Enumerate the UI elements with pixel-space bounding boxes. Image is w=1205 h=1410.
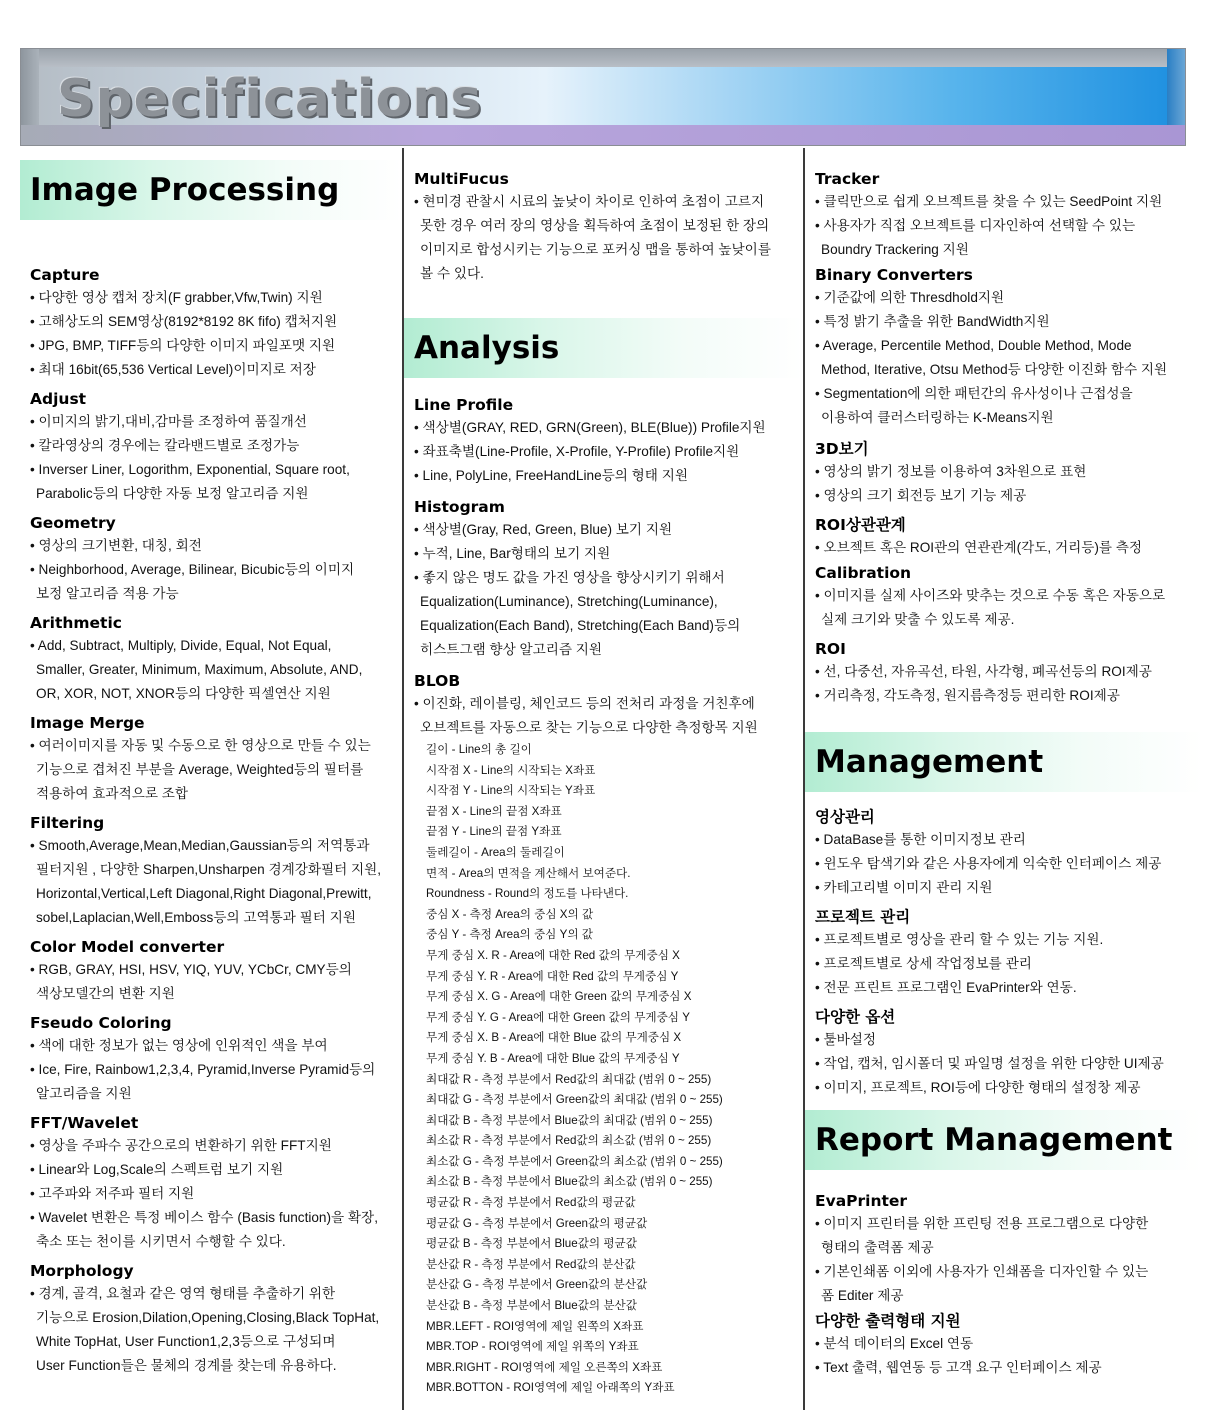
spec-line: • Inverser Liner, Logorithm, Exponential, Square root, bbox=[30, 462, 350, 477]
spec-line: 기능으로 Erosion,Dilation,Opening,Closing,Black TopHat, bbox=[36, 1310, 380, 1325]
section-title: Management bbox=[815, 744, 1044, 780]
section-header-analysis bbox=[404, 318, 803, 378]
spec-line: sobel,Laplacian,Well,Emboss등의 고역통과 필터 지원 bbox=[36, 910, 356, 925]
spec-line: • 이진화, 레이블링, 체인코드 등의 전처리 과정을 거친후에 bbox=[414, 696, 755, 711]
spec-line: • Smooth,Average,Mean,Median,Gaussian등의 저역통과 bbox=[30, 838, 370, 853]
spec-line: • 전문 프린트 프로그램인 EvaPrinter와 연동. bbox=[815, 980, 1077, 995]
spec-heading: Filtering bbox=[30, 814, 105, 832]
spec-heading: 3D보기 bbox=[815, 440, 869, 458]
spec-line: • 현미경 관찰시 시료의 높낮이 차이로 인하여 초점이 고르지 bbox=[414, 194, 765, 209]
spec-heading: Color Model converter bbox=[30, 938, 225, 956]
spec-line: • 카테고리별 이미지 관리 지원 bbox=[815, 880, 993, 895]
spec-heading: Tracker bbox=[815, 170, 880, 188]
blob-measure-item: Roundness - Round의 정도를 나타낸다. bbox=[426, 887, 629, 901]
spec-line: • 이미지, 프로젝트, ROI등에 다양한 형태의 설정창 제공 bbox=[815, 1080, 1141, 1095]
spec-roi bbox=[805, 638, 1203, 708]
spec-line: • 선, 다중선, 자유곡선, 타원, 사각형, 폐곡선등의 ROI제공 bbox=[815, 664, 1152, 679]
spec-filtering bbox=[20, 812, 402, 930]
blob-measure-item: 둘레길이 - Area의 둘레길이 bbox=[426, 845, 565, 859]
spec-line: • 클릭만으로 쉽게 오브젝트를 찾을 수 있는 SeedPoint 지원 bbox=[815, 194, 1163, 209]
spec-line-profile bbox=[404, 394, 803, 488]
spec-line: • Add, Subtract, Multiply, Divide, Equal, Not Equal, bbox=[30, 638, 332, 653]
spec-morphology bbox=[20, 1260, 402, 1378]
blob-measure-item: 중심 Y - 측정 Area의 중심 Y의 값 bbox=[426, 928, 593, 942]
spec-line: White TopHat, User Function1,2,3등으로 구성되며 bbox=[36, 1334, 336, 1349]
spec-line: • 프로젝트별로 상세 작업정보를 관리 bbox=[815, 956, 1032, 971]
spec-line: • 윈도우 탐색기와 같은 사용자에게 익숙한 인터페이스 제공 bbox=[815, 856, 1162, 871]
spec-color-model bbox=[20, 936, 402, 1006]
spec-evaprinter bbox=[805, 1190, 1203, 1308]
spec-line: • JPG, BMP, TIFF등의 다양한 이미지 파일포맷 지원 bbox=[30, 338, 336, 353]
spec-line: OR, XOR, NOT, XNOR등의 다양한 픽셀연산 지원 bbox=[36, 686, 331, 701]
spec-line: • 색에 대한 정보가 없는 영상에 인위적인 색을 부여 bbox=[30, 1038, 328, 1053]
spec-line: Boundry Trackering 지원 bbox=[821, 242, 969, 257]
spec-heading: Calibration bbox=[815, 564, 912, 582]
spec-tracker bbox=[805, 168, 1203, 262]
column-analysis bbox=[404, 160, 803, 1399]
spec-line: 히스트그램 향상 알고리즘 지원 bbox=[420, 642, 603, 657]
spec-3d-view bbox=[805, 438, 1203, 508]
blob-measure-item: 시작점 X - Line의 시작되는 X좌표 bbox=[426, 763, 596, 777]
spec-heading: Capture bbox=[30, 266, 100, 284]
spec-line: Method, Iterative, Otsu Method등 다양한 이진화 함수 지원 bbox=[821, 362, 1168, 377]
spec-line: 폼 Editer 제공 bbox=[821, 1288, 904, 1303]
section-header-report-management bbox=[805, 1110, 1203, 1170]
spec-multifocus bbox=[404, 168, 803, 286]
spec-line: 이용하여 클러스터링하는 K-Means지원 bbox=[821, 410, 1054, 425]
spec-adjust bbox=[20, 388, 402, 506]
spec-line: • Text 출력, 웹연동 등 고객 요구 인터페이스 제공 bbox=[815, 1360, 1102, 1375]
section-header-management bbox=[805, 732, 1203, 792]
blob-measure-item: 무게 중심 X. B - Area에 대한 Blue 값의 무게중심 X bbox=[426, 1031, 682, 1045]
spec-line: 이미지로 합성시키는 기능으로 포커싱 맵을 통하여 높낮이를 bbox=[420, 242, 771, 257]
spec-options bbox=[805, 1006, 1203, 1100]
spec-calibration bbox=[805, 562, 1203, 632]
blob-measure-item: 끝점 Y - Line의 끝점 Y좌표 bbox=[426, 825, 562, 839]
spec-blob bbox=[404, 670, 803, 1399]
spec-line: • 영상을 주파수 공간으로의 변환하기 위한 FFT지원 bbox=[30, 1138, 332, 1153]
spec-line: • RGB, GRAY, HSI, HSV, YIQ, YUV, YCbCr, CMY등의 bbox=[30, 962, 352, 977]
spec-image-management bbox=[805, 806, 1203, 900]
spec-line: • 칼라영상의 경우에는 칼라밴드별로 조정가능 bbox=[30, 438, 300, 453]
spec-line: • 여러이미지를 자동 및 수동으로 한 영상으로 만들 수 있는 bbox=[30, 738, 371, 753]
spec-line: • Segmentation에 의한 패턴간의 유사성이나 근접성을 bbox=[815, 386, 1133, 401]
spec-project-management bbox=[805, 906, 1203, 1000]
blob-measure-item: 시작점 Y - Line의 시작되는 Y좌표 bbox=[426, 784, 596, 798]
spec-line: • 영상의 크기변환, 대칭, 회전 bbox=[30, 538, 202, 553]
spec-line: • DataBase를 통한 이미지정보 관리 bbox=[815, 832, 1026, 847]
spec-heading: 다양한 옵션 bbox=[815, 1008, 896, 1026]
blob-measure-item: 최대값 G - 측정 부분에서 Green값의 최대값 (범위 0 ~ 255) bbox=[426, 1093, 723, 1107]
blob-measure-item: 최대값 R - 측정 부분에서 Red값의 최대값 (범위 0 ~ 255) bbox=[426, 1072, 712, 1086]
spec-line: • 기본인쇄폼 이외에 사용자가 인쇄폼을 디자인할 수 있는 bbox=[815, 1264, 1149, 1279]
spec-fseudo-coloring bbox=[20, 1012, 402, 1106]
blob-measure-item: 최소값 G - 측정 부분에서 Green값의 최소값 (범위 0 ~ 255) bbox=[426, 1154, 723, 1168]
blob-measure-item: 무게 중심 X. G - Area에 대한 Green 값의 무게중심 X bbox=[426, 990, 692, 1004]
spec-line: • Ice, Fire, Rainbow1,2,3,4, Pyramid,Inverse Pyramid등의 bbox=[30, 1062, 376, 1077]
spec-line: • Line, PolyLine, FreeHandLine등의 형태 지원 bbox=[414, 468, 688, 483]
blob-measure-item: MBR.BOTTON - ROI영역에 제일 아래쪽의 Y좌표 bbox=[426, 1381, 675, 1395]
spec-line: 볼 수 있다. bbox=[420, 266, 484, 281]
spec-line: • 이미지를 실제 사이즈와 맞추는 것으로 수동 혹은 자동으로 bbox=[815, 588, 1166, 603]
spec-line: • Linear와 Log,Scale의 스펙트럼 보기 지원 bbox=[30, 1162, 284, 1177]
spec-line: • 분석 데이터의 Excel 연동 bbox=[815, 1336, 974, 1351]
spec-line: Horizontal,Vertical,Left Diagonal,Right Diagonal,Prewitt, bbox=[36, 886, 372, 901]
spec-line: Equalization(Luminance), Stretching(Luminance), bbox=[420, 594, 718, 609]
spec-line: • 특정 밝기 추출을 위한 BandWidth지원 bbox=[815, 314, 1050, 329]
blob-measure-item: 무게 중심 Y. G - Area에 대한 Green 값의 무게중심 Y bbox=[426, 1010, 690, 1024]
spec-heading: Image Merge bbox=[30, 714, 145, 732]
spec-line: • 작업, 캡처, 임시폴더 및 파일명 설정을 위한 다양한 UI제공 bbox=[815, 1056, 1164, 1071]
blob-measure-item: MBR.LEFT - ROI영역에 제일 왼쪽의 X좌표 bbox=[426, 1319, 644, 1333]
spec-heading: EvaPrinter bbox=[815, 1192, 908, 1210]
spec-heading: FFT/Wavelet bbox=[30, 1114, 139, 1132]
spec-line: • 기준값에 의한 Thresdhold지원 bbox=[815, 290, 1005, 305]
spec-line: • 색상별(Gray, Red, Green, Blue) 보기 지원 bbox=[414, 522, 673, 537]
blob-measure-item: 평균값 B - 측정 부분에서 Blue값의 평균값 bbox=[426, 1237, 637, 1251]
spec-line: • Neighborhood, Average, Bilinear, Bicubic등의 이미지 bbox=[30, 562, 355, 577]
spec-line: 보정 알고리즘 적용 가능 bbox=[36, 586, 179, 601]
spec-line: • 고주파와 저주파 필터 지원 bbox=[30, 1186, 195, 1201]
blob-measure-list bbox=[414, 740, 803, 1399]
blob-measure-item: 끝점 X - Line의 끝점 X좌표 bbox=[426, 804, 562, 818]
blob-measure-item: 최소값 B - 측정 부분에서 Blue값의 최소값 (범위 0 ~ 255) bbox=[426, 1175, 713, 1189]
spec-histogram bbox=[404, 496, 803, 662]
spec-binary-converters bbox=[805, 264, 1203, 430]
spec-heading: 프로젝트 관리 bbox=[815, 908, 911, 926]
spec-heading: 다양한 출력형태 지원 bbox=[815, 1312, 961, 1330]
blob-measure-item: 길이 - Line의 총 길이 bbox=[426, 743, 532, 756]
spec-line: 기능으로 겹쳐진 부분을 Average, Weighted등의 필터를 bbox=[36, 762, 364, 777]
spec-line: 알고리즘을 지원 bbox=[36, 1086, 132, 1101]
spec-line: • 색상별(GRAY, RED, GRN(Green), BLE(Blue)) Profile지원 bbox=[414, 420, 766, 435]
spec-heading: MultiFucus bbox=[414, 170, 509, 188]
spec-line: 적용하여 효과적으로 조합 bbox=[36, 786, 188, 801]
spec-line: • 좌표축별(Line-Profile, X-Profile, Y-Profile) Profile지원 bbox=[414, 444, 740, 459]
blob-measure-item: 최소값 R - 측정 부분에서 Red값의 최소값 (범위 0 ~ 255) bbox=[426, 1134, 712, 1148]
blob-measure-item: 최대값 B - 측정 부분에서 Blue값의 최대값 (범위 0 ~ 255) bbox=[426, 1113, 713, 1127]
section-title: Report Management bbox=[815, 1122, 1173, 1158]
spec-line: • 고해상도의 SEM영상(8192*8192 8K fifo) 캡처지원 bbox=[30, 314, 338, 329]
spec-line: 색상모델간의 변환 지원 bbox=[36, 986, 175, 1001]
spec-heading: ROI상관관계 bbox=[815, 516, 906, 534]
spec-line: • Average, Percentile Method, Double Method, Mode bbox=[815, 338, 1132, 353]
spec-line: • 누적, Line, Bar형태의 보기 지원 bbox=[414, 546, 611, 561]
spec-line: • 좋지 않은 명도 값을 가진 영상을 향상시키기 위해서 bbox=[414, 570, 725, 585]
blob-measure-item: 무게 중심 Y. B - Area에 대한 Blue 값의 무게중심 Y bbox=[426, 1051, 680, 1065]
blob-measure-item: 분산값 B - 측정 부분에서 Blue값의 분산값 bbox=[426, 1299, 637, 1313]
spec-line: • 다양한 영상 캡처 장치(F grabber,Vfw,Twin) 지원 bbox=[30, 290, 323, 305]
spec-image-merge bbox=[20, 712, 402, 806]
spec-line: Equalization(Each Band), Stretching(Each Band)등의 bbox=[420, 618, 741, 633]
blob-measure-item: 중심 X - 측정 Area의 중심 X의 값 bbox=[426, 907, 594, 921]
banner-title: Specifications bbox=[57, 69, 483, 129]
spec-line: • 프로젝트별로 영상을 관리 할 수 있는 기능 지원. bbox=[815, 932, 1104, 947]
spec-heading: Binary Converters bbox=[815, 266, 973, 284]
spec-line: • 툴바설정 bbox=[815, 1032, 877, 1047]
spec-line: • 이미지 프린터를 위한 프린팅 전용 프로그램으로 다양한 bbox=[815, 1216, 1149, 1231]
column-tracker-management bbox=[805, 160, 1203, 1380]
spec-line: • Wavelet 변환은 특정 베이스 함수 (Basis function)을 확장, bbox=[30, 1210, 378, 1225]
section-title: Analysis bbox=[414, 330, 560, 366]
spec-line: Smaller, Greater, Minimum, Maximum, Absolute, AND, bbox=[36, 662, 363, 677]
blob-measure-item: 평균값 R - 측정 부분에서 Red값의 평균값 bbox=[426, 1196, 636, 1210]
spec-line: • 경계, 골격, 요철과 같은 영역 형태를 추출하기 위한 bbox=[30, 1286, 336, 1301]
spec-heading: Line Profile bbox=[414, 396, 514, 414]
spec-line: • 거리측정, 각도측정, 원지름측정등 편리한 ROI제공 bbox=[815, 688, 1120, 703]
spec-output-formats bbox=[805, 1310, 1203, 1380]
section-title: Image Processing bbox=[30, 172, 340, 208]
spec-capture bbox=[20, 264, 402, 382]
spec-line: 형태의 출력폼 제공 bbox=[821, 1240, 934, 1255]
banner-bevel-top bbox=[21, 49, 1185, 67]
blob-measure-item: 분산값 R - 측정 부분에서 Red값의 분산값 bbox=[426, 1257, 636, 1271]
spec-heading: Arithmetic bbox=[30, 614, 122, 632]
section-header-image-processing bbox=[20, 160, 402, 220]
spec-heading: Adjust bbox=[30, 390, 87, 408]
blob-measure-item: 분산값 G - 측정 부분에서 Green값의 분산값 bbox=[426, 1278, 648, 1292]
specifications-banner bbox=[20, 48, 1186, 146]
column-image-processing bbox=[20, 160, 402, 1378]
spec-line: • 영상의 크기 회전등 보기 기능 제공 bbox=[815, 488, 1027, 503]
spec-line: User Function들은 물체의 경계를 찾는데 유용하다. bbox=[36, 1358, 337, 1373]
spec-line: • 영상의 밝기 정보를 이용하여 3차원으로 표현 bbox=[815, 464, 1087, 479]
blob-measure-item: 무게 중심 Y. R - Area에 대한 Red 값의 무게중심 Y bbox=[426, 969, 679, 983]
spec-geometry bbox=[20, 512, 402, 606]
spec-line: • 사용자가 직접 오브젝트를 디자인하여 선택할 수 있는 bbox=[815, 218, 1136, 233]
spec-fft-wavelet bbox=[20, 1112, 402, 1254]
spec-line: 축소 또는 천이를 시키면서 수행할 수 있다. bbox=[36, 1234, 286, 1249]
spec-line: 못한 경우 여러 장의 영상을 획득하여 초점이 보정된 한 장의 bbox=[420, 218, 770, 233]
spec-heading: Geometry bbox=[30, 514, 116, 532]
spec-heading: BLOB bbox=[414, 672, 461, 690]
spec-line: Parabolic등의 다양한 자동 보정 알고리즘 지원 bbox=[36, 486, 309, 501]
spec-line: • 오브젝트 혹은 ROI관의 연관관계(각도, 거리등)를 측정 bbox=[815, 540, 1143, 555]
blob-measure-item: 평균값 G - 측정 부분에서 Green값의 평균값 bbox=[426, 1216, 648, 1230]
spec-line: 필터지원 , 다양한 Sharpen,Unsharpen 경계강화필터 지원, bbox=[36, 862, 382, 877]
spec-heading: 영상관리 bbox=[815, 808, 875, 826]
spec-roi-relation bbox=[805, 514, 1203, 560]
spec-heading: Morphology bbox=[30, 1262, 134, 1280]
blob-measure-item: MBR.TOP - ROI영역에 제일 위쪽의 Y좌표 bbox=[426, 1340, 639, 1354]
blob-measure-item: 무게 중심 X. R - Area에 대한 Red 값의 무게중심 X bbox=[426, 948, 680, 962]
spec-heading: Histogram bbox=[414, 498, 505, 516]
blob-measure-item: MBR.RIGHT - ROI영역에 제일 오른쪽의 X좌표 bbox=[426, 1360, 663, 1374]
blob-measure-item: 면적 - Area의 면적을 계산해서 보여준다. bbox=[426, 866, 631, 880]
spec-heading: ROI bbox=[815, 640, 846, 658]
spec-line: • 최대 16bit(65,536 Vertical Level)이미지로 저장 bbox=[30, 362, 316, 377]
spec-line: • 이미지의 밝기,대비,감마를 조정하여 품질개선 bbox=[30, 414, 307, 429]
spec-heading: Fseudo Coloring bbox=[30, 1014, 172, 1032]
spec-line: 실제 크기와 맞출 수 있도록 제공. bbox=[821, 612, 1015, 627]
spec-line: 오브젝트를 자동으로 찾는 기능으로 다양한 측정항목 지원 bbox=[420, 720, 758, 735]
spec-arithmetic bbox=[20, 612, 402, 706]
